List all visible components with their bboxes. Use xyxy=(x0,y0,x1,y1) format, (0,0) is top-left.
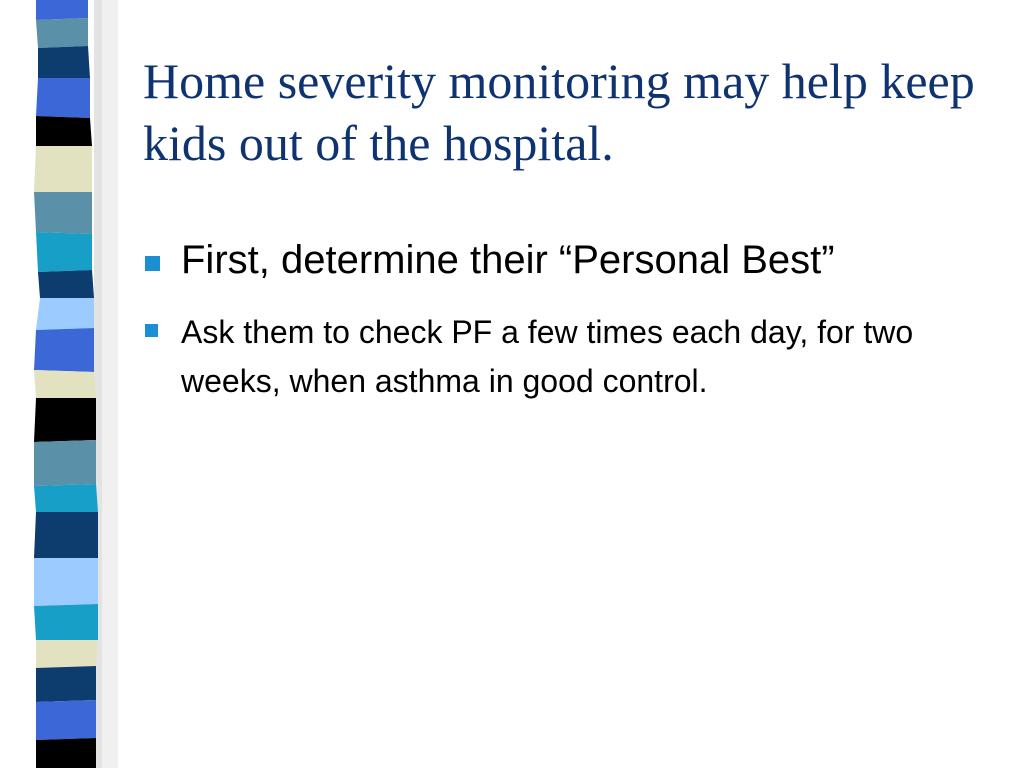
stripe-segments xyxy=(34,0,98,768)
bullet-text: First, determine their “Personal Best” xyxy=(181,238,835,282)
bullet-item xyxy=(143,236,1003,284)
decorative-stripe-bar xyxy=(0,0,118,768)
slide-title: Home severity monitoring may help keep kids out of the hospital. xyxy=(143,53,975,171)
bullet-text: Ask them to check PF a few times each day, for two weeks, when asthma in good control. xyxy=(181,314,914,399)
bullet-list xyxy=(143,236,1003,406)
square-bullet-icon xyxy=(145,256,160,271)
square-bullet-icon xyxy=(145,324,158,337)
bullet-item xyxy=(143,308,1003,406)
